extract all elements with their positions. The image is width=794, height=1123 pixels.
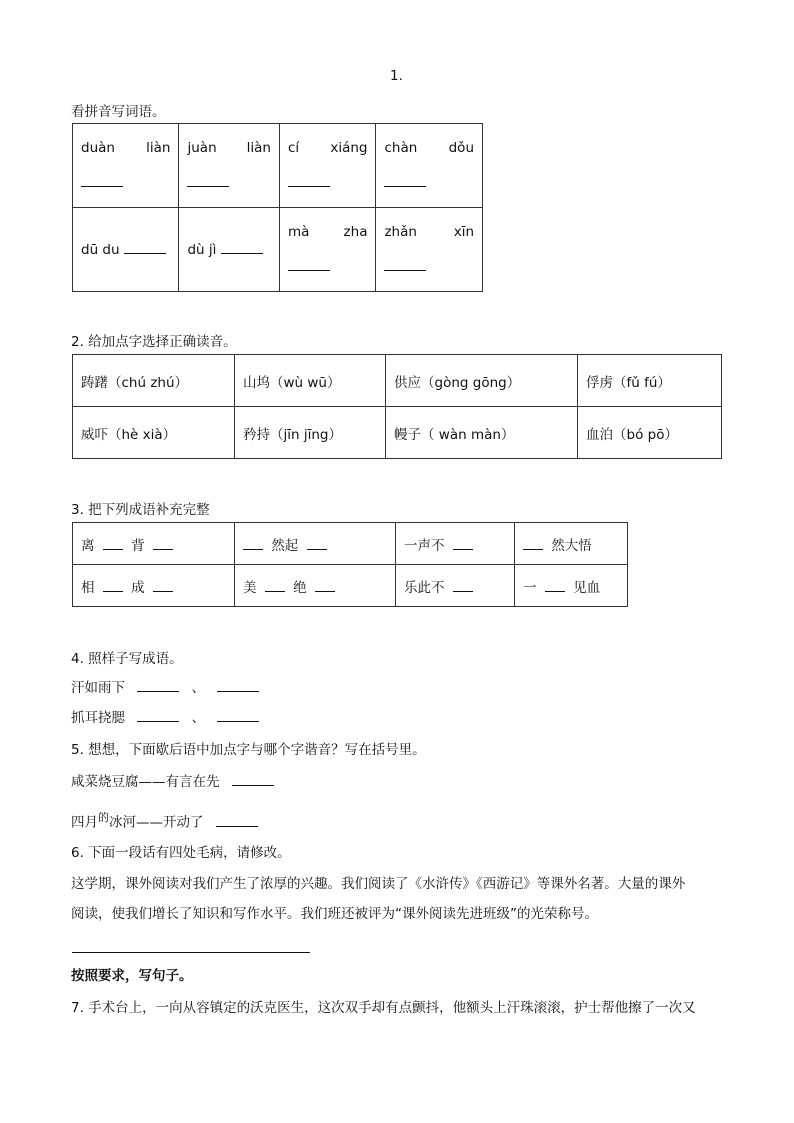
idiom-char: 然起 — [271, 537, 299, 554]
q3-cell — [73, 565, 235, 607]
q3-table — [72, 522, 628, 607]
answer-blank[interactable] — [124, 241, 166, 254]
pinyin: dū du — [81, 242, 120, 258]
idiom-char: 一 — [523, 579, 537, 596]
idiom-char: 相 — [81, 579, 95, 596]
separator: 、 — [191, 710, 206, 726]
answer-blank[interactable] — [453, 537, 473, 550]
q2-cell: 威吓（hè xià） — [73, 407, 235, 459]
q6-title: 6. 下面一段话有四处毛病，请修改。 — [71, 845, 291, 861]
q1-cell — [279, 208, 375, 292]
answer-blank[interactable] — [307, 537, 327, 550]
q2-cell: 踌躇（chú zhú） — [73, 355, 235, 407]
answer-blank[interactable] — [453, 579, 473, 592]
answer-blank[interactable] — [545, 579, 565, 592]
q2-cell: 矜持（jīn jīng） — [235, 407, 386, 459]
q5-line — [71, 773, 274, 791]
idiom-char: 见血 — [573, 579, 601, 596]
idiom-char: 绝 — [293, 579, 307, 596]
answer-blank[interactable] — [81, 174, 123, 187]
q1-cell — [73, 124, 179, 208]
q3-cell — [396, 565, 515, 607]
q5-line — [71, 809, 258, 832]
answer-blank[interactable] — [153, 537, 173, 550]
pinyin: duàn — [81, 140, 115, 156]
q6-para-line: 这学期，课外阅读对我们产生了浓厚的兴趣。我们阅读了《水浒传》《西游记》等课外名著。大量的课外 — [71, 876, 686, 892]
idiom-char: 乐此不 — [404, 579, 445, 596]
page-number: 1. — [390, 68, 403, 84]
q1-cell — [376, 208, 483, 292]
answer-blank[interactable] — [216, 814, 258, 827]
idiom-char: 背 — [131, 537, 145, 554]
section-heading: 按照要求，写句子。 — [71, 968, 193, 984]
q2-cell: 供应（gòng gōng） — [386, 355, 578, 407]
q4-example: 抓耳挠腮 — [71, 710, 125, 726]
q2-title: 2. 给加点字选择正确读音。 — [71, 334, 237, 350]
q4-example: 汗如雨下 — [71, 680, 125, 696]
q1-table — [72, 123, 483, 292]
answer-blank[interactable] — [221, 241, 263, 254]
pinyin: zha — [343, 224, 368, 240]
pinyin: dǒu — [448, 140, 474, 156]
answer-blank[interactable] — [153, 579, 173, 592]
q2-cell: 血泊（bó pō） — [578, 407, 722, 459]
idiom-char: 成 — [131, 579, 145, 596]
answer-blank[interactable] — [137, 679, 179, 692]
pinyin: zhǎn — [384, 224, 417, 240]
idiom-char: 然大悟 — [551, 537, 592, 554]
idiom-char: 一声不 — [404, 537, 445, 554]
idiom-char: 离 — [81, 537, 95, 554]
answer-blank[interactable] — [217, 679, 259, 692]
answer-blank[interactable] — [384, 174, 426, 187]
q1-cell — [376, 124, 483, 208]
answer-blank[interactable] — [217, 709, 259, 722]
pinyin: dù jì — [187, 242, 217, 258]
q3-cell — [235, 523, 396, 565]
q3-cell — [396, 523, 515, 565]
q1-cell — [179, 124, 280, 208]
idiom-char: 美 — [243, 579, 257, 596]
q3-cell — [73, 523, 235, 565]
q2-cell: 山坞（wù wū） — [235, 355, 386, 407]
answer-blank[interactable] — [288, 174, 330, 187]
answer-blank[interactable] — [137, 709, 179, 722]
q4-line — [71, 709, 259, 727]
answer-blank[interactable] — [103, 579, 123, 592]
pinyin: xiáng — [330, 140, 368, 156]
answer-blank[interactable] — [103, 537, 123, 550]
q5-saying: 咸菜烧豆腐——有言在先 — [71, 774, 220, 790]
q2-cell: 俘虏（fǔ fú） — [578, 355, 722, 407]
q2-cell: 幔子（ wàn màn） — [386, 407, 578, 459]
pinyin: liàn — [246, 140, 271, 156]
pinyin: mà — [287, 224, 310, 240]
answer-blank[interactable] — [384, 258, 426, 271]
q2-table — [72, 354, 722, 459]
answer-blank[interactable] — [187, 174, 229, 187]
pinyin: xīn — [453, 224, 474, 240]
answer-blank[interactable] — [523, 537, 543, 550]
answer-blank[interactable] — [243, 537, 263, 550]
answer-line[interactable] — [72, 952, 310, 953]
q5-saying: 冰河——开动了 — [109, 814, 204, 831]
pinyin: chàn — [384, 140, 418, 156]
q1-cell — [279, 124, 375, 208]
q3-cell — [515, 523, 628, 565]
q3-cell — [235, 565, 396, 607]
q4-line — [71, 679, 259, 697]
q6-para-line: 阅读，使我们增长了知识和写作水平。我们班还被评为“课外阅读先进班级”的光荣称号。 — [71, 906, 598, 922]
answer-blank[interactable] — [315, 579, 335, 592]
separator: 、 — [191, 680, 206, 696]
q7-text: 7. 手术台上，一向从容镇定的沃克医生，这次双手却有点颤抖，他额头上汗珠滚滚，护士帮他擦了一次又 — [71, 1000, 696, 1016]
q1-title: 看拼音写词语。 — [71, 104, 166, 120]
q3-title: 3. 把下列成语补充完整 — [71, 502, 210, 518]
answer-blank[interactable] — [232, 773, 274, 786]
q5-sup: 的 — [98, 811, 109, 824]
q1-cell — [73, 208, 179, 292]
q4-title: 4. 照样子写成语。 — [71, 651, 183, 667]
answer-blank[interactable] — [288, 258, 330, 271]
pinyin: cí — [287, 140, 300, 156]
pinyin: liàn — [146, 140, 171, 156]
answer-blank[interactable] — [265, 579, 285, 592]
q5-title: 5. 想想，下面歇后语中加点字与哪个字谐音？写在括号里。 — [71, 742, 426, 758]
q1-cell — [179, 208, 280, 292]
q3-cell — [515, 565, 628, 607]
q5-saying: 四月 — [71, 814, 98, 831]
pinyin: juàn — [187, 140, 217, 156]
